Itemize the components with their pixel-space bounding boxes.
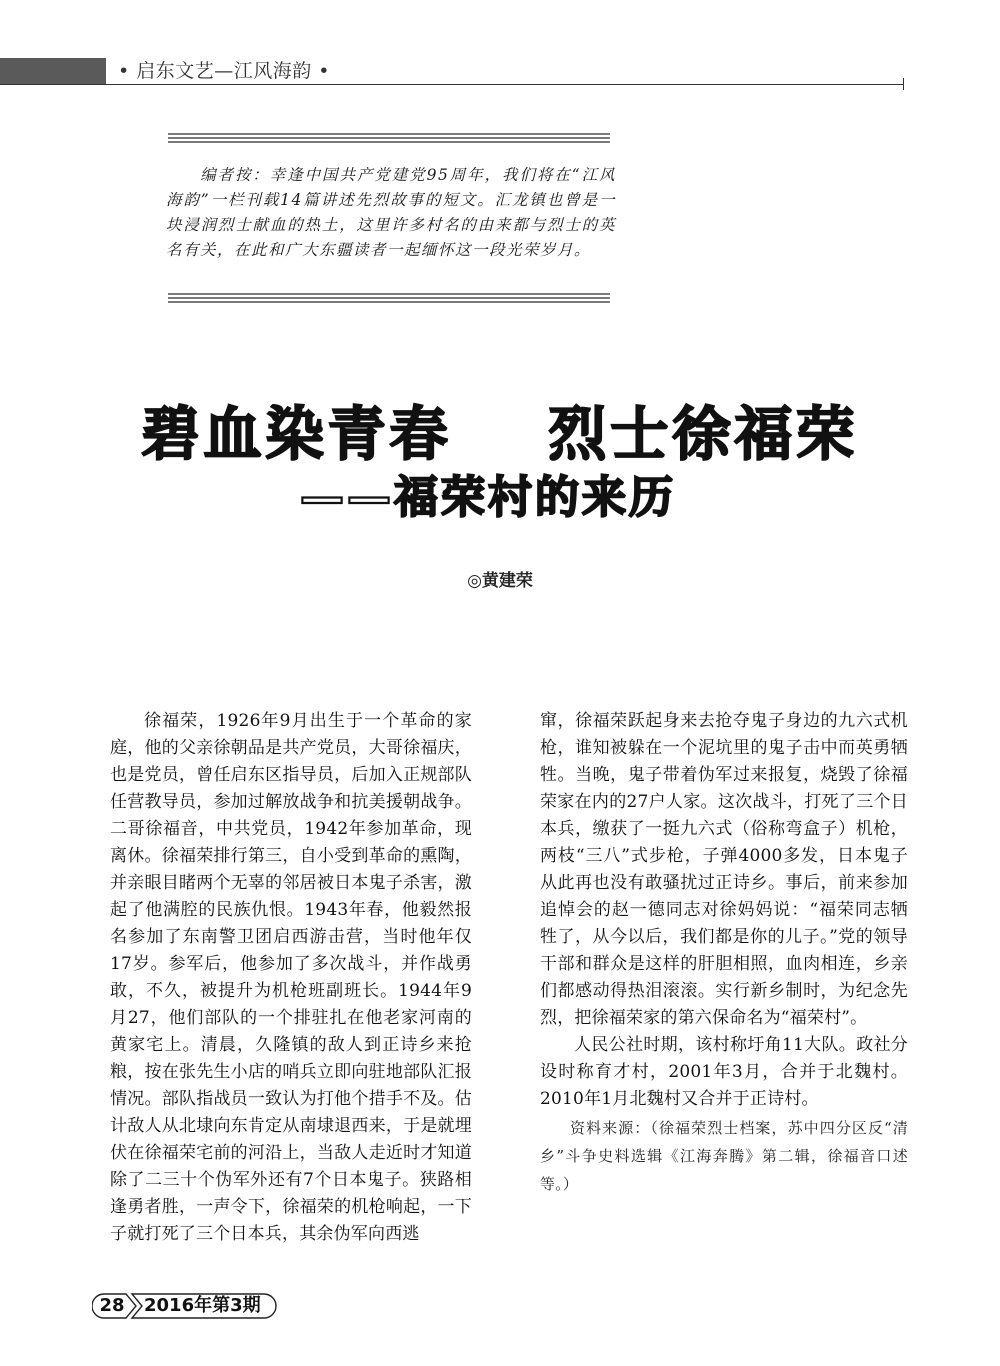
editor-note-top-rule: [168, 133, 610, 145]
body-right-column: [540, 708, 908, 1198]
body-paragraph: 徐福荣，1926年9月出生于一个革命的家庭，他的父亲徐朝品是共产党员，大哥徐福庆，也是党员，曾任启东区指导员，后加入正规部队任营教导员，参加过解放战争和抗美援朝战争。二哥徐福音，中共党员，1942年参加革命，现离休。徐福荣排行第三，自小受到革命的熏陶，并亲眼目睹两个无辜的邻居被日本鬼子杀害，激起了他满腔的民族仇恨。1943年春，他毅然报名参加了东南警卫团启西游击营，当时他年仅17岁。参军后，他参加了多次战斗，并作战勇敢，不久，被提升为机枪班副班长。1944年9月27，他们部队的一个排驻扎在他老家河南的黄家宅上。清晨，久隆镇的敌人到正诗乡来抢粮，按在张先生小店的哨兵立即向驻地部队汇报情况。部队指战员一致认为打他个措手不及。估计敌人从北埭向东肯定从南埭退西来，于是就埋伏在徐福荣宅前的河沿上，当敌人走近时才知道除了二三十个伪军外还有7个日本鬼子。狭路相逢勇者胜，一声令下，徐福荣的机枪响起，一下子就打死了三个日本兵，其余伪军向西逃: [110, 711, 472, 1244]
article-title: 碧血染青春 烈士徐福荣: [141, 400, 859, 468]
page-footer: [92, 1293, 278, 1319]
source-note: 资料来源：（徐福荣烈士档案，苏中四分区反“清乡”斗争史料选辑《江海奔腾》第二辑，徐福音口述等。）: [540, 1119, 908, 1193]
article-subtitle: ——福荣村的来历: [300, 472, 676, 523]
article-author: ◎黄建荣: [467, 571, 533, 591]
section-title: • 启东文艺—江风海韵 •: [118, 60, 330, 82]
body-paragraph: 人民公社时期，该村称圩角11大队。政社分设时称育才村，2001年3月，合并于北魏村。2010年1月北魏村又合并于正诗村。: [540, 1035, 908, 1109]
header-bar-block: [0, 58, 106, 84]
header-rule: [0, 84, 904, 85]
body-left-column: [110, 708, 472, 1248]
body-paragraph: 窜，徐福荣跃起身来去抢夺鬼子身边的九六式机枪，谁知被躲在一个泥坑里的鬼子击中而英勇牺牲。当晚，鬼子带着伪军过来报复，烧毁了徐福荣家在内的27户人家。这次战斗，打死了三个日本兵，缴获了一挺九六式（俗称弯盒子）机枪，两枝“三八”式步枪，子弹4000多发，日本鬼子从此再也没有敢骚扰过正诗乡。事后，前来参加追悼会的赵一德同志对徐妈妈说：“福荣同志牺牲了，从今以后，我们都是你的儿子。”党的领导干部和群众是这样的肝胆相照，血肉相连，乡亲们都感动得热泪滚滚。实行新乡制时，为纪念先烈，把徐福荣家的第六保命名为“福荣村”。: [540, 711, 908, 1028]
page-number: 28: [99, 1295, 125, 1316]
editor-note: 编者按：幸逢中国共产党建党95周年，我们将在“江风海韵”一栏刊载14篇讲述先烈故事的短文。汇龙镇也曾是一块浸润烈士献血的热土，这里许多村名的由来都与烈士的英名有关，在此和广大东疆读者一起缅怀这一段光荣岁月。: [166, 166, 616, 259]
editor-note-bottom-rule: [168, 293, 610, 305]
issue-label: 2016年第3期: [144, 1295, 261, 1316]
header-rule-end-tick: [903, 78, 904, 90]
